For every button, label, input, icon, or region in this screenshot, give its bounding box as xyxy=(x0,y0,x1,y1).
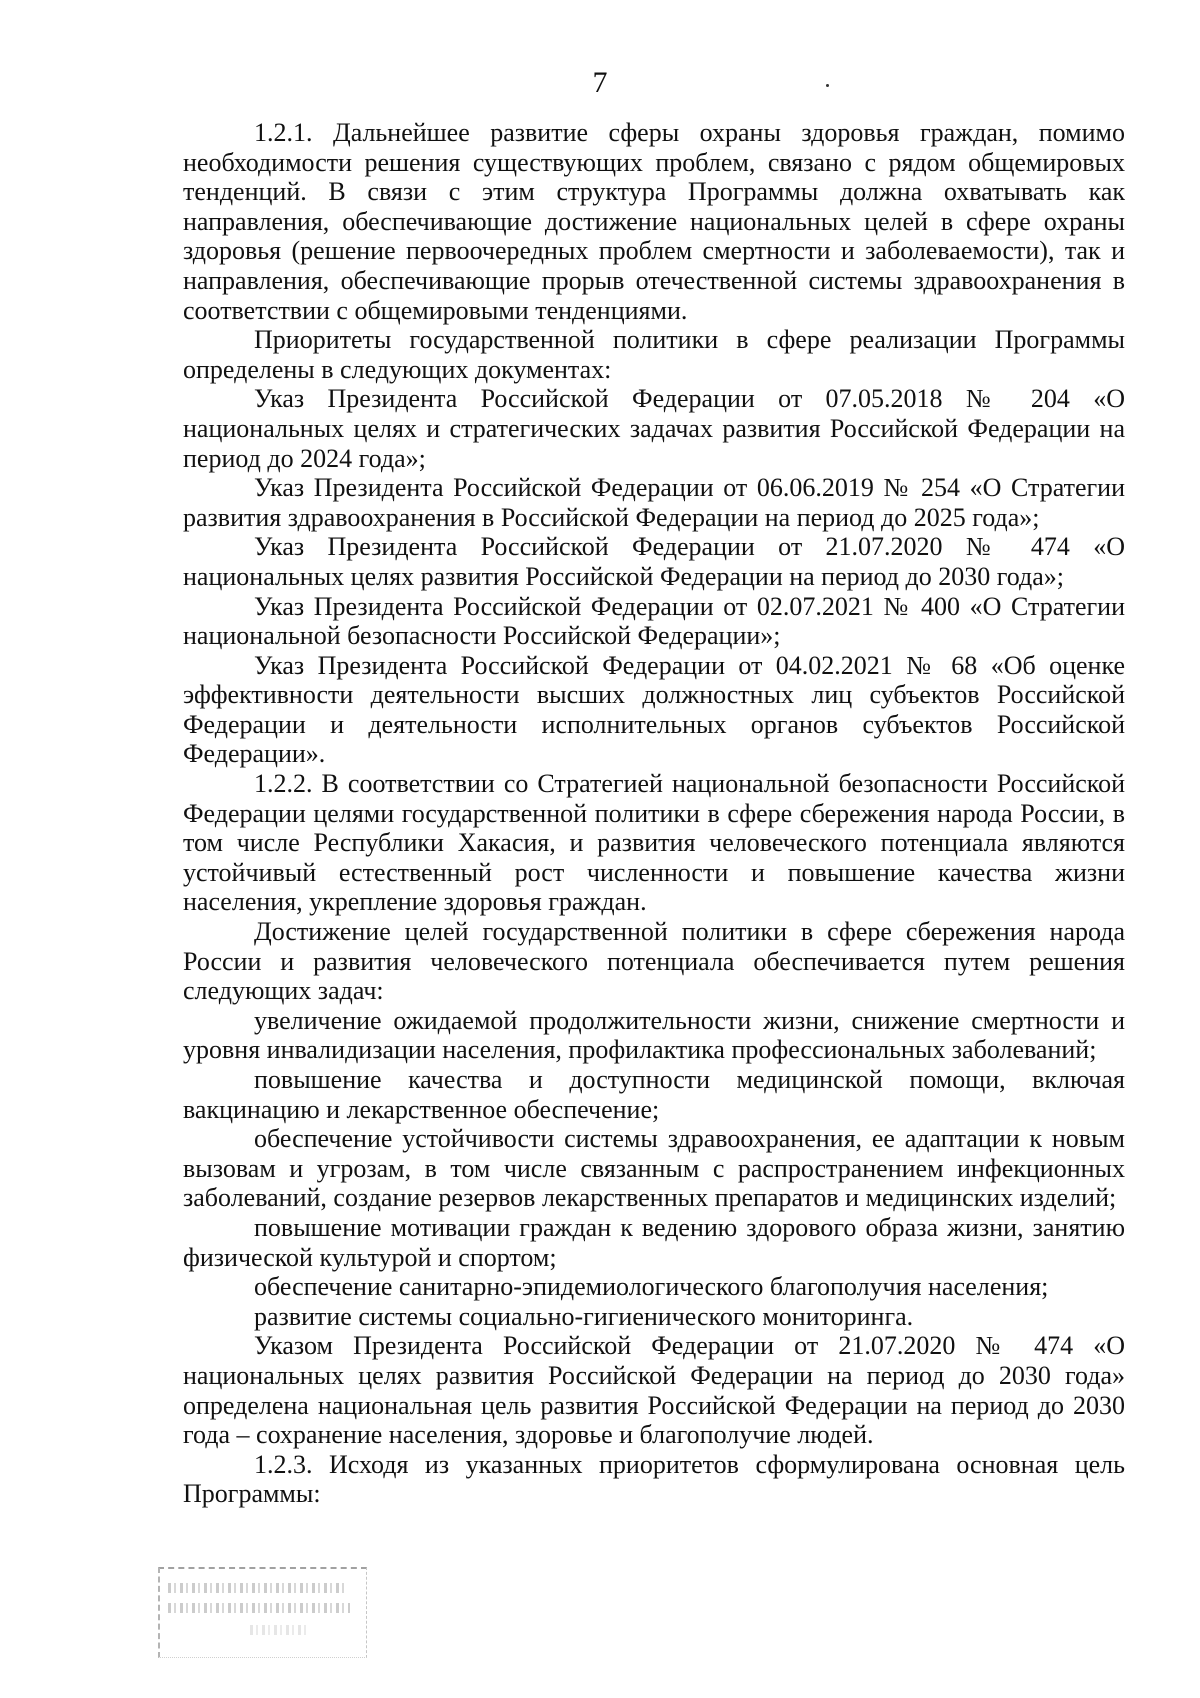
paragraph-decree-204: Указ Президента Российской Федерации от 07.05.2018 № 204 «О национальных целях и стратегических задачах развития Российской Федерации на период до 2024 года»; xyxy=(183,384,1125,473)
paragraph-tasks-intro: Достижение целей государственной политики в сфере сбережения народа России и развития человеческого потенциала обеспечивается путем решения следующих задач: xyxy=(183,917,1125,1006)
stamp-line xyxy=(250,1625,310,1635)
paragraph-decree-474-goal: Указом Президента Российской Федерации от 21.07.2020 № 474 «О национальных целях развития Российской Федерации на период до 2030 года» определена национальная цель развития Российской Федерации на период до 2030 года – сохранение населения, здоровье и благополучие людей. xyxy=(183,1331,1125,1450)
paragraph-1-2-3: 1.2.3. Исходя из указанных приоритетов сформулирована основная цель Программы: xyxy=(183,1449,1125,1509)
paragraph-decree-254: Указ Президента Российской Федерации от 06.06.2019 № 254 «О Стратегии развития здравоохранения в Российской Федерации на период до 2025 года»; xyxy=(183,473,1125,532)
paragraph-1-2-1: 1.2.1. Дальнейшее развитие сферы охраны здоровья граждан, помимо необходимости решения существующих проблем, связано с рядом общемировых тенденций. В связи с этим структура Программы должна охватывать как направления, обеспечивающие достижение национальных целей в сфере охраны здоровья (решение первоочередных проблем смертности и заболеваемости), так и направления, обеспечивающие прорыв отечественной системы здравоохранения в соответствии с общемировыми тенденциями. xyxy=(183,118,1125,325)
scan-speck xyxy=(826,84,829,87)
stamp-line xyxy=(168,1583,344,1593)
paragraph-decree-68: Указ Президента Российской Федерации от 04.02.2021 № 68 «Об оценке эффективности деятельности высших должностных лиц субъектов Российской Федерации и деятельности исполнительных органов субъектов Российской Федерации». xyxy=(183,650,1125,769)
stamp-line xyxy=(168,1603,350,1613)
paragraph-decree-474: Указ Президента Российской Федерации от 21.07.2020 № 474 «О национальных целях развития Российской Федерации на период до 2030 года»; xyxy=(183,532,1125,591)
paragraph-task-resilience: обеспечение устойчивости системы здравоохранения, ее адаптации к новым вызовам и угрозам, в том числе связанным с распространением инфекционных заболеваний, создание резервов лекарственных препаратов и медицинских изделий; xyxy=(183,1124,1125,1213)
paragraph-priorities-intro: Приоритеты государственной политики в сфере реализации Программы определены в следующих документах: xyxy=(183,325,1125,384)
paragraph-decree-400: Указ Президента Российской Федерации от 02.07.2021 № 400 «О Стратегии национальной безопасности Российской Федерации»; xyxy=(183,591,1125,651)
page-number: 7 xyxy=(592,66,608,99)
ministry-stamp-image xyxy=(158,1567,367,1658)
paragraph-task-motivation: повышение мотивации граждан к ведению здорового образа жизни, занятию физической культурой и спортом; xyxy=(183,1212,1125,1272)
paragraph-1-2-2: 1.2.2. В соответствии со Стратегией национальной безопасности Российской Федерации целями государственной политики в сфере сбережения народа России, в том числе Республики Хакасия, и развития человеческого потенциала являются устойчивый естественный рост численности и повышение качества жизни населения, укрепление здоровья граждан. xyxy=(183,769,1125,917)
paragraph-task-quality: повышение качества и доступности медицинской помощи, включая вакцинацию и лекарственное обеспечение; xyxy=(183,1065,1125,1124)
paragraph-task-sanitary: обеспечение санитарно-эпидемиологического благополучия населения; xyxy=(254,1272,1049,1302)
paragraph-task-life-expectancy: увеличение ожидаемой продолжительности жизни, снижение смертности и уровня инвалидизации населения, профилактика профессиональных заболеваний; xyxy=(183,1005,1125,1065)
document-body xyxy=(183,118,1125,1509)
paragraph-task-monitoring: развитие системы социально-гигиенического мониторинга. xyxy=(254,1301,914,1331)
